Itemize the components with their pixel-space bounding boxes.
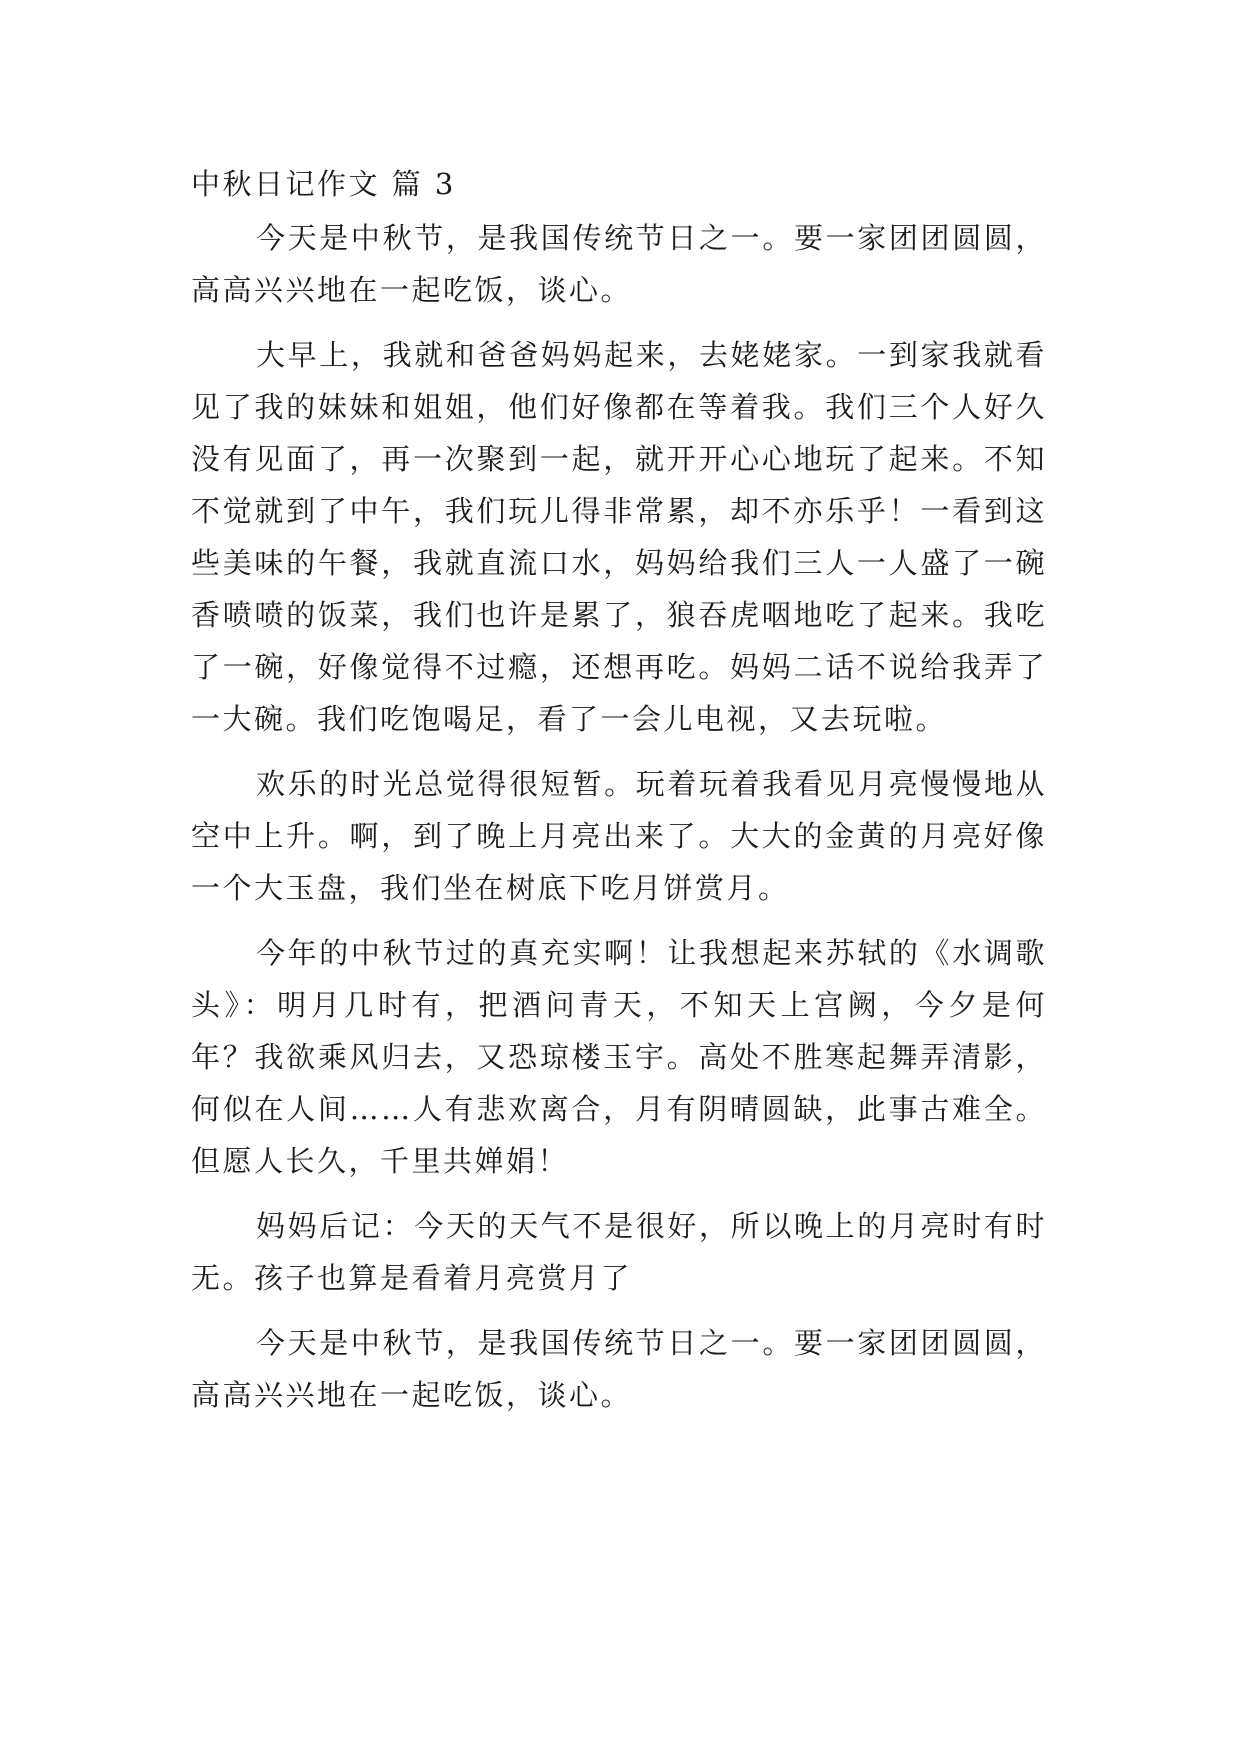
paragraph-mom-note: 妈妈后记：今天的天气不是很好，所以晚上的月亮时有时无。孩子也算是看着月亮赏月了 bbox=[191, 1209, 1047, 1295]
paragraph-moonrise: 欢乐的时光总觉得很短暂。玩着玩着我看见月亮慢慢地从空中上升。啊，到了晚上月亮出来了。大大的金黄的月亮好像一个大玉盘，我们坐在树底下吃月饼赏月。 bbox=[191, 767, 1047, 905]
paragraph-repeat-intro: 今天是中秋节，是我国传统节日之一。要一家团团圆圆，高高兴兴地在一起吃饭，谈心。 bbox=[191, 1326, 1047, 1412]
paragraph-visit-grandma: 大早上，我就和爸爸妈妈起来，去姥姥家。一到家我就看见了我的妹妹和姐姐，他们好像都在等着我。我们三个人好久没有见面了，再一次聚到一起，就开开心心地玩了起来。不知不觉就到了中午，我们玩儿得非常累，却不亦乐乎！一看到这些美味的午餐，我就直流口水，妈妈给我们三人一人盛了一碗香喷喷的饭菜，我们也许是累了，狼吞虎咽地吃了起来。我吃了一碗，好像觉得不过瘾，还想再吃。妈妈二话不说给我弄了一大碗。我们吃饱喝足，看了一会儿电视，又去玩啦。 bbox=[191, 338, 1047, 736]
paragraph-poem: 今年的中秋节过的真充实啊！让我想起来苏轼的《水调歌头》：明月几时有，把酒问青天，不知天上宫阙，今夕是何年？我欲乘风归去，又恐琼楼玉宇。高处不胜寒起舞弄清影，何似在人间……人有悲欢离合，月有阴晴圆缺，此事古难全。但愿人长久，千里共婵娟！ bbox=[191, 936, 1047, 1178]
document-title: 中秋日记作文 篇 3 bbox=[191, 167, 456, 201]
document-body bbox=[191, 162, 1047, 1434]
paragraph-intro: 今天是中秋节，是我国传统节日之一。要一家团团圆圆，高高兴兴地在一起吃饭，谈心。 bbox=[191, 221, 1047, 307]
